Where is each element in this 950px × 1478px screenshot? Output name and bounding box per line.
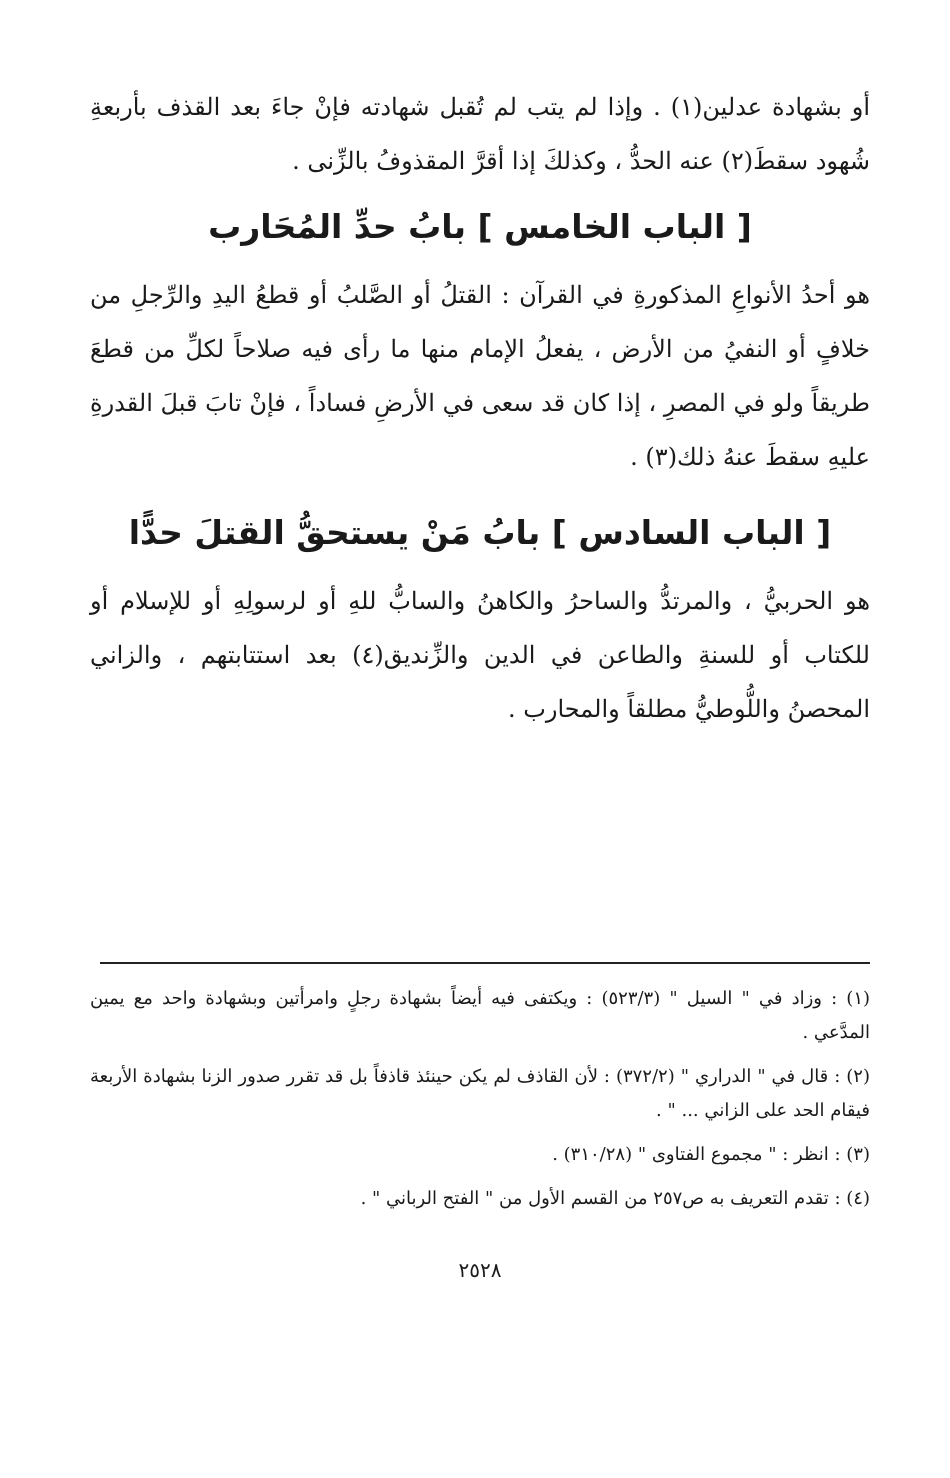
- chapter-heading-5: [ الباب الخامس ] بابُ حدِّ المُحَارب: [208, 207, 752, 246]
- footnotes-section: [90, 982, 870, 1226]
- book-page: [90, 80, 870, 1440]
- footnote-divider: [100, 962, 870, 964]
- footnote-1: (١) : وزاد في " السيل " (٥٢٣/٣) : ويكتفى فيه أيضاً بشهادة رجلٍ وامرأتين وبشهادة واحد مع يمين المدَّعي .: [90, 988, 871, 1043]
- footnote-4: (٤) : تقدم التعريف به ص٢٥٧ من القسم الأول من " الفتح الرباني " .: [360, 1188, 870, 1209]
- footnote-3: (٣) : انظر : " مجموع الفتاوى " (٣١٠/٢٨) .: [552, 1144, 870, 1165]
- paragraph-1: أو بشهادة عدلين(١) . وإذا لم يتب لم تُقبل شهادته فإنْ جاءَ بعد القذف بأربعةِ شُهود سقطَ(٢) عنه الحدُّ ، وكذلكَ إذا أقرَّ المقذوفُ بالزِّنى .: [90, 93, 871, 175]
- page-number: ٢٥٢٨: [458, 1258, 502, 1282]
- paragraph-2: هو أحدُ الأنواعِ المذكورةِ في القرآن : القتلُ أو الصَّلبُ أو قطعُ اليدِ والرِّجلِ من خلافٍ أو النفيُ من الأرض ، يفعلُ الإمام منها ما رأى فيه صلاحاً لكلِّ من قطعَ طريقاً ولو في المصرِ ، إذا كان قد سعى في الأرضِ فساداً ، فإنْ تابَ قبلَ القدرةِ عليهِ سقطَ عنهُ ذلك(٣) .: [90, 281, 870, 471]
- paragraph-3: هو الحربيُّ ، والمرتدُّ والساحرُ والكاهنُ والسابُّ للهِ أو لرسولِهِ أو للإسلام أو للكتاب أو للسنةِ والطاعن في الدين والزِّنديق(٤) بعد استتابتهم ، والزاني المحصنُ واللُّوطيُّ مطلقاً والمحارب .: [90, 587, 870, 723]
- footnote-2: (٢) : قال في " الدراري " (٣٧٢/٢) : لأن القاذف لم يكن حينئذ قاذفاً بل قد تقرر صدور الزنا بشهادة الأربعة فيقام الحد على الزاني ... " .: [90, 1066, 870, 1121]
- chapter-heading-6: [ الباب السادس ] بابُ مَنْ يستحقُّ القتلَ حدًّا: [128, 513, 832, 552]
